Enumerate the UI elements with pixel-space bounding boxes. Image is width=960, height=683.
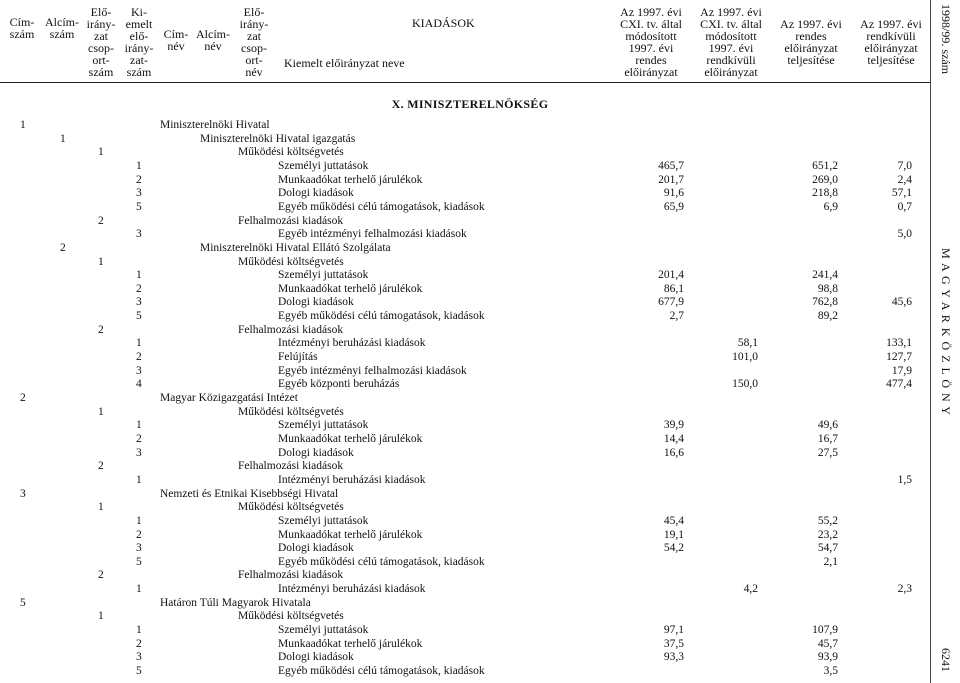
table-row — [0, 556, 930, 570]
header-text: név — [167, 39, 185, 53]
row-code: 1 — [136, 583, 142, 596]
row-name: Egyéb intézményi felhalmozási kiadások — [278, 364, 467, 377]
row-value-v3: 107,9 — [812, 624, 838, 637]
row-code: 2 — [20, 392, 26, 404]
header-rendkivuli-teljesites — [852, 18, 930, 66]
table-row — [0, 665, 930, 679]
header-text: rendes — [795, 29, 827, 43]
row-value-v1: 465,7 — [658, 159, 684, 172]
header-text: szám — [9, 27, 35, 41]
header-text: rendes — [635, 53, 667, 67]
row-value-v3: 55,2 — [817, 514, 838, 527]
row-code: 1 — [98, 610, 104, 623]
row-value-v4: 2,3 — [897, 583, 912, 596]
row-code: 5 — [136, 310, 142, 323]
row-value-v1: 54,2 — [663, 542, 684, 555]
row-value-v3: 54,7 — [817, 542, 838, 555]
row-name: Dologi kiadások — [278, 446, 354, 459]
row-value-v3: 218,8 — [812, 187, 838, 200]
header-kiemeltszam — [120, 6, 158, 78]
header-text: név — [204, 39, 222, 53]
row-code: 3 — [136, 364, 142, 377]
row-value-v3: 16,7 — [817, 432, 838, 445]
row-code: 2 — [98, 323, 104, 336]
header-text: CXI. tv. által — [620, 17, 682, 31]
header-text: módosított — [625, 29, 677, 43]
row-value-v4: 45,6 — [891, 296, 912, 309]
row-code: 1 — [60, 132, 66, 145]
header-text: rendkívüli — [706, 53, 756, 67]
row-value-v1: 677,9 — [658, 296, 684, 309]
row-name: Intézményi beruházási kiadások — [278, 473, 426, 486]
table-row — [0, 337, 930, 351]
header-rendes-eloiranyzat — [612, 6, 690, 78]
row-name: Miniszterelnöki Hivatal Ellátó Szolgálata — [200, 241, 391, 254]
table-row — [0, 324, 930, 338]
table-row — [0, 474, 930, 488]
row-value-v1: 201,7 — [658, 173, 684, 186]
row-value-v4: 5,0 — [897, 228, 912, 241]
row-value-v3: 49,6 — [817, 419, 838, 432]
row-name: Munkaadókat terhelő járulékok — [278, 637, 423, 650]
row-name: Dologi kiadások — [278, 542, 354, 555]
header-alcimnev — [194, 28, 232, 52]
table-row — [0, 365, 930, 379]
table-row — [0, 529, 930, 543]
row-value-v1: 93,3 — [663, 651, 684, 664]
row-value-v4: 57,1 — [891, 187, 912, 200]
row-name: Dologi kiadások — [278, 187, 354, 200]
row-value-v3: 269,0 — [812, 173, 838, 186]
header-text: előirányzat — [864, 41, 918, 55]
table-row — [0, 215, 930, 229]
row-name: Dologi kiadások — [278, 296, 354, 309]
row-code: 1 — [136, 419, 142, 432]
row-name: Működési költségvetés — [238, 501, 344, 514]
row-name: Személyi juttatások — [278, 269, 369, 282]
row-name: Működési költségvetés — [238, 255, 344, 268]
header-text: előirányzat — [704, 65, 758, 79]
header-text: név — [245, 65, 263, 79]
row-name: Személyi juttatások — [278, 624, 369, 637]
row-value-v2: 4,2 — [743, 583, 758, 596]
header-text: CXI. tv. által — [700, 17, 762, 31]
row-name: Intézményi beruházási kiadások — [278, 337, 426, 350]
row-value-v1: 91,6 — [663, 187, 684, 200]
header-text: Az 1997. évi — [700, 5, 762, 19]
row-code: 1 — [98, 146, 104, 159]
row-code: 2 — [136, 173, 142, 186]
table-row — [0, 569, 930, 583]
row-name: Munkaadókat terhelő járulékok — [278, 528, 423, 541]
header-text: Az 1997. évi — [780, 17, 842, 31]
row-name: Egyéb központi beruházás — [278, 378, 400, 391]
table-row — [0, 351, 930, 365]
row-name: Egyéb intézményi felhalmozási kiadások — [278, 228, 467, 241]
table-row — [0, 242, 930, 256]
row-value-v3: 89,2 — [817, 310, 838, 323]
row-name: Felhalmozási kiadások — [238, 569, 344, 582]
row-name: Miniszterelnöki Hivatal igazgatás — [200, 132, 356, 145]
row-code: 3 — [136, 542, 142, 555]
row-name: Személyi juttatások — [278, 514, 369, 527]
row-name: Működési költségvetés — [238, 610, 344, 623]
header-text: irány- — [239, 17, 269, 31]
header-text: 1997. évi — [628, 41, 674, 55]
row-name: Működési költségvetés — [238, 146, 344, 159]
table-row — [0, 160, 930, 174]
header-csoportszam — [84, 6, 118, 78]
table-row — [0, 419, 930, 433]
row-name: Felhalmozási kiadások — [238, 460, 344, 473]
row-code: 1 — [136, 337, 142, 350]
header-text: irány- — [124, 41, 154, 55]
row-name: Egyéb működési célú támogatások, kiadások — [278, 310, 485, 323]
table-row — [0, 146, 930, 160]
row-name: Intézményi beruházási kiadások — [278, 583, 426, 596]
row-value-v1: 65,9 — [663, 200, 684, 213]
row-code: 3 — [136, 296, 142, 309]
table-row — [0, 133, 930, 147]
row-name: Működési költségvetés — [238, 405, 344, 418]
row-code: 1 — [20, 119, 26, 131]
row-code: 2 — [98, 569, 104, 582]
header-text: csop- — [88, 41, 114, 55]
header-text: Alcím- — [45, 15, 79, 29]
row-name: Személyi juttatások — [278, 159, 369, 172]
table-row — [0, 201, 930, 215]
table-row — [0, 515, 930, 529]
row-value-v2: 101,0 — [732, 351, 758, 364]
row-value-v3: 98,8 — [817, 282, 838, 295]
row-value-v3: 3,5 — [823, 665, 838, 677]
row-code: 5 — [136, 665, 142, 677]
row-name: Határon Túli Magyarok Hivatala — [160, 596, 311, 609]
row-value-v4: 0,7 — [897, 200, 912, 213]
header-text: Cím- — [9, 15, 35, 29]
row-code: 2 — [98, 460, 104, 473]
table-row — [0, 269, 930, 283]
row-code: 1 — [136, 159, 142, 172]
row-value-v3: 651,2 — [812, 159, 838, 172]
row-value-v1: 19,1 — [663, 528, 684, 541]
table-row — [0, 583, 930, 597]
table-row — [0, 283, 930, 297]
header-text: csop- — [241, 41, 267, 55]
header-cimnev — [160, 28, 192, 52]
row-code: 2 — [136, 637, 142, 650]
table-row — [0, 187, 930, 201]
table-row — [0, 447, 930, 461]
row-name: Munkaadókat terhelő járulékok — [278, 173, 423, 186]
row-name: Felhalmozási kiadások — [238, 214, 344, 227]
header-text: Elő- — [90, 5, 112, 19]
table-row — [0, 310, 930, 324]
header-divider — [0, 82, 930, 83]
header-cimszam — [4, 16, 40, 40]
row-value-v1: 86,1 — [663, 282, 684, 295]
row-name: Munkaadókat terhelő járulékok — [278, 282, 423, 295]
row-name: Nemzeti és Etnikai Kisebbségi Hivatal — [160, 487, 339, 500]
margin-rule — [930, 0, 931, 683]
row-value-v1: 37,5 — [663, 637, 684, 650]
header-text: zat — [94, 29, 108, 43]
row-name: Egyéb működési célú támogatások, kiadások — [278, 555, 485, 568]
header-kiadasok: KIADÁSOK — [412, 16, 475, 30]
table-row — [0, 488, 930, 502]
header-text: Alcím- — [196, 27, 230, 41]
header-text: ort- — [245, 53, 263, 67]
row-name: Munkaadókat terhelő járulékok — [278, 432, 423, 445]
row-value-v4: 2,4 — [897, 173, 912, 186]
row-name: Egyéb működési célú támogatások, kiadások — [278, 665, 485, 677]
row-value-v3: 762,8 — [812, 296, 838, 309]
table-row — [0, 433, 930, 447]
row-value-v4: 17,9 — [891, 364, 912, 377]
header-text: előirányzat — [624, 65, 678, 79]
row-code: 1 — [98, 405, 104, 418]
row-value-v1: 201,4 — [658, 269, 684, 282]
header-text: előirányzat — [784, 41, 838, 55]
header-text: zat — [247, 29, 261, 43]
row-code: 2 — [60, 241, 66, 254]
row-name: Felújítás — [278, 351, 318, 364]
row-code: 1 — [136, 514, 142, 527]
row-value-v2: 58,1 — [737, 337, 758, 350]
header-text: teljesítése — [867, 53, 915, 67]
issue-number: 1998/99. szám — [939, 4, 953, 74]
section-title: X. MINISZTERELNÖKSÉG — [391, 97, 549, 111]
row-code: 5 — [136, 555, 142, 568]
row-value-v3: 241,4 — [812, 269, 838, 282]
row-value-v1: 2,7 — [669, 310, 684, 323]
header-text: rendkívüli — [866, 29, 916, 43]
row-code: 4 — [136, 378, 142, 391]
row-code: 3 — [20, 487, 26, 500]
header-kiemelt-nev: Kiemelt előirányzat neve — [284, 56, 405, 70]
row-value-v4: 133,1 — [886, 337, 912, 350]
row-code: 5 — [20, 596, 26, 609]
header-text: zat- — [130, 53, 148, 67]
row-code: 2 — [98, 214, 104, 227]
header-text: szám — [88, 65, 114, 79]
header-text: ort- — [92, 53, 110, 67]
row-code: 5 — [136, 200, 142, 213]
table-row — [0, 597, 930, 611]
row-name: Egyéb működési célú támogatások, kiadások — [278, 200, 485, 213]
table-row — [0, 256, 930, 270]
header-text: Az 1997. évi — [620, 5, 682, 19]
table-row — [0, 228, 930, 242]
table-row — [0, 624, 930, 638]
header-text: emelt — [125, 17, 153, 31]
table-row — [0, 406, 930, 420]
table-row — [0, 378, 930, 392]
row-value-v3: 6,9 — [823, 200, 838, 213]
row-value-v2: 150,0 — [732, 378, 758, 391]
table-row — [0, 460, 930, 474]
table-row — [0, 296, 930, 310]
row-value-v4: 477,4 — [886, 378, 912, 391]
table-row — [0, 501, 930, 515]
row-value-v1: 14,4 — [663, 432, 684, 445]
header-rendkivuli-eloiranyzat — [692, 6, 770, 78]
row-value-v3: 23,2 — [817, 528, 838, 541]
row-name: Miniszterelnöki Hivatal — [160, 119, 270, 131]
row-value-v4: 1,5 — [897, 473, 912, 486]
header-text: Az 1997. évi — [860, 17, 922, 31]
header-text: elő- — [129, 29, 149, 43]
row-code: 3 — [136, 228, 142, 241]
header-text: teljesítése — [787, 53, 835, 67]
row-value-v3: 45,7 — [817, 637, 838, 650]
row-value-v1: 39,9 — [663, 419, 684, 432]
row-value-v4: 7,0 — [897, 159, 912, 172]
row-value-v3: 2,1 — [823, 555, 838, 568]
table-row — [0, 119, 930, 133]
table-row — [0, 651, 930, 665]
header-text: szám — [49, 27, 75, 41]
row-code: 1 — [136, 624, 142, 637]
header-text: Ki- — [131, 5, 147, 19]
table-row — [0, 610, 930, 624]
page-number: 6241 — [939, 648, 953, 672]
header-text: 1997. évi — [708, 41, 754, 55]
row-code: 3 — [136, 651, 142, 664]
row-name: Személyi juttatások — [278, 419, 369, 432]
row-value-v4: 127,7 — [886, 351, 912, 364]
table-row — [0, 392, 930, 406]
row-code: 1 — [136, 473, 142, 486]
row-value-v3: 93,9 — [817, 651, 838, 664]
row-code: 2 — [136, 528, 142, 541]
header-rendes-teljesites — [772, 18, 850, 66]
table-row — [0, 638, 930, 652]
row-name: Dologi kiadások — [278, 651, 354, 664]
row-code: 1 — [98, 501, 104, 514]
row-code: 2 — [136, 282, 142, 295]
row-code: 3 — [136, 446, 142, 459]
row-value-v1: 45,4 — [663, 514, 684, 527]
header-alcimszam — [42, 16, 82, 40]
row-name: Felhalmozási kiadások — [238, 323, 344, 336]
header-text: Elő- — [243, 5, 265, 19]
header-text: módosított — [705, 29, 757, 43]
table-row — [0, 542, 930, 556]
row-value-v1: 16,6 — [663, 446, 684, 459]
row-code: 3 — [136, 187, 142, 200]
row-code: 1 — [136, 269, 142, 282]
header-text: szám — [126, 65, 152, 79]
table-row — [0, 174, 930, 188]
row-name: Magyar Közigazgatási Intézet — [160, 392, 298, 404]
header-text: Cím- — [163, 27, 189, 41]
row-code: 2 — [136, 351, 142, 364]
row-value-v1: 97,1 — [663, 624, 684, 637]
row-code: 2 — [136, 432, 142, 445]
header-text: irány- — [86, 17, 116, 31]
journal-title: M A G Y A R K Ö Z L Ö N Y — [939, 248, 953, 416]
header-csoportnev — [234, 6, 274, 78]
row-value-v3: 27,5 — [817, 446, 838, 459]
row-code: 1 — [98, 255, 104, 268]
